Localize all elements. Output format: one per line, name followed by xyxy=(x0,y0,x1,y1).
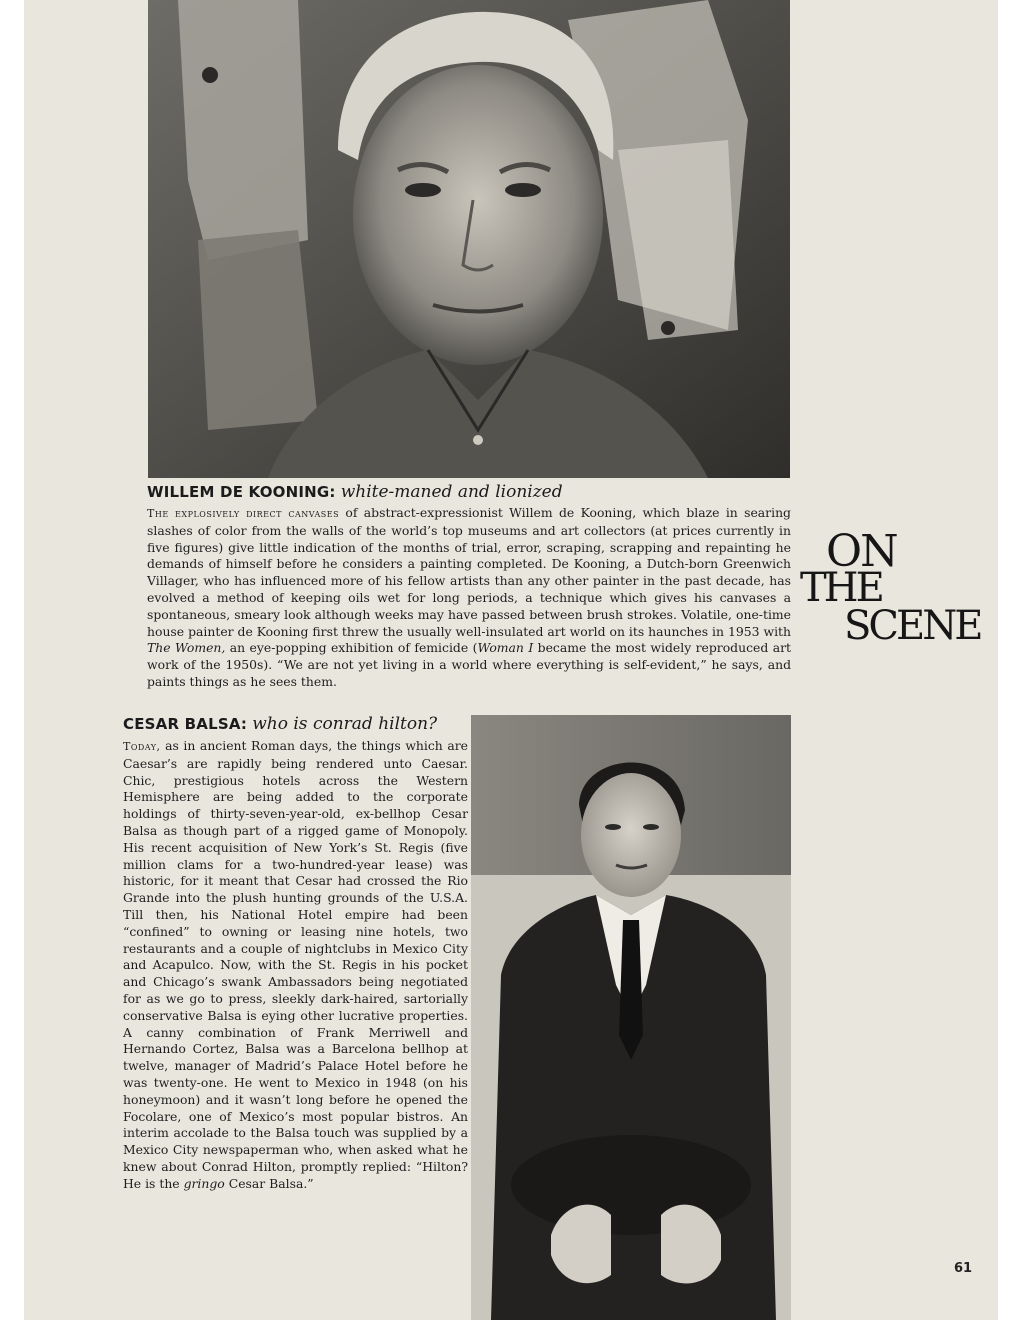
balsa-article-text xyxy=(123,738,468,1193)
section-title-word-scene: SCENE xyxy=(844,603,981,649)
page-number: 61 xyxy=(954,1261,973,1276)
de-kooning-tagline: white-maned and lionized xyxy=(340,482,563,502)
balsa-body-part-2: Cesar Balsa.” xyxy=(224,1175,314,1191)
balsa-lead-in: Today, xyxy=(123,740,161,753)
section-title-word-on: ON xyxy=(826,526,897,577)
balsa-portrait-illustration xyxy=(471,715,791,1320)
de-kooning-body-part-2: an eye-popping exhibition of femicide ( xyxy=(225,640,478,656)
section-title-word-the: THE xyxy=(800,565,882,611)
de-kooning-woman-i-title: Woman I xyxy=(477,640,534,656)
balsa-tagline: who is conrad hilton? xyxy=(252,714,438,734)
de-kooning-the-women-title: The Women, xyxy=(147,640,226,656)
de-kooning-portrait-illustration xyxy=(148,0,790,478)
de-kooning-name: WILLEM DE KOONING: xyxy=(147,483,336,501)
de-kooning-portrait-photo xyxy=(148,0,790,478)
de-kooning-article-text xyxy=(147,505,791,691)
de-kooning-body-part-1: of abstract-expressionist Willem de Kooning, which blaze in searing slashes of color from the walls of the world’s top museums and art collectors (at prices currently in five figures) give little indication of the months of trial, error, scraping, scrapping and repainting he demands of himself before he considers a painting completed. De Kooning, a Dutch-born Greenwich Villager, who has influenced more of his fellow artists than any other painter in the past decade, has evolved a method of keeping oils wet for long periods, a technique which gives his canvases a spontaneous, smeary look although weeks may have passed between brush strokes. Volatile, one-time house painter de Kooning first threw the usually well-insulated art world on its haunches in 1953 with xyxy=(147,505,791,639)
balsa-gringo-word: gringo xyxy=(183,1175,225,1191)
on-the-scene-title xyxy=(800,526,990,660)
balsa-body-part-1: as in ancient Roman days, the things which are Caesar’s are rapidly being rendered unto Caesar. Chic, prestigious hotels across the Western Hemisphere are being added to the corporate holdings of thirty-seven-year-old, ex-bellhop Cesar Balsa as though part of a rigged game of Monopoly. His recent acquisition of New York’s St. Regis (five million clams for a two-hundred-year lease) was historic, for it meant that Cesar had crossed the Rio Grande into the plush hunting grounds of the U.S.A. Till then, his National Hotel empire had been “confined” to owning or leasing nine hotels, two restaurants and a couple of nightclubs in Mexico City and Acapulco. Now, with the St. Regis in his pocket and Chicago’s swank Ambassadors being negotiated for as we go to press, sleekly dark-haired, sartorially conservative Balsa is eying other lucrative properties. A canny combination of Frank Merriwell and Hernando Cortez, Balsa was a Barcelona bellhop at twelve, manager of Madrid’s Palace Hotel before he was twenty-one. He went to Mexico in 1948 (on his honeymoon) and it wasn’t long before he opened the Focolare, one of Mexico’s most popular bistros. An interim accolade to the Balsa touch was supplied by a Mexico City newspaperman who, when asked what he knew about Conrad Hilton, promptly replied: “Hilton? He is the xyxy=(123,738,468,1191)
balsa-name: CESAR BALSA: xyxy=(123,715,248,733)
de-kooning-body-part-3: became the most widely reproduced art work of the 1950s). “We are not yet living in a world where everything is self-evident,” he says, and paints things as he sees them. xyxy=(147,640,792,689)
balsa-headline xyxy=(123,714,437,734)
magazine-page xyxy=(24,0,998,1320)
de-kooning-lead-in: The explosively direct canvases xyxy=(147,507,340,520)
de-kooning-headline xyxy=(147,482,563,502)
balsa-portrait-photo xyxy=(471,715,791,1320)
